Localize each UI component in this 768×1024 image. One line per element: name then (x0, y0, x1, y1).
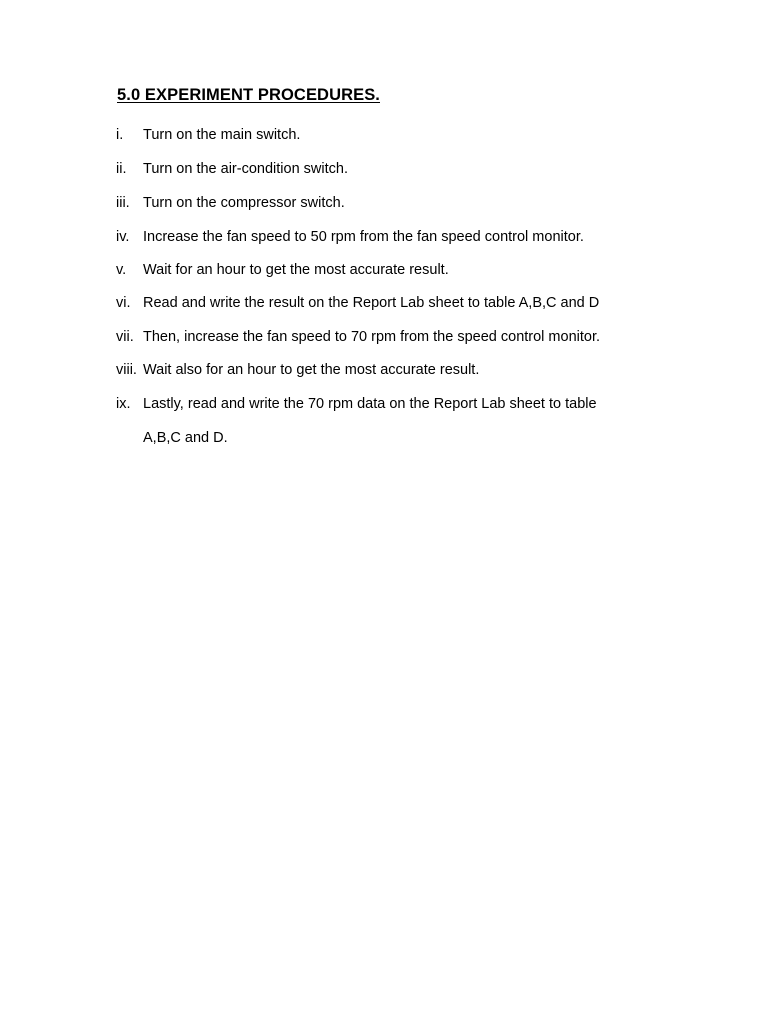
step-number: ii. (116, 161, 127, 177)
step-number: ix. (116, 396, 131, 412)
section-heading: 5.0 EXPERIMENT PROCEDURES. (117, 86, 380, 104)
step-number: vii. (116, 329, 134, 345)
step-text: Turn on the compressor switch. (143, 195, 345, 211)
step-text: Increase the fan speed to 50 rpm from the fan speed control monitor. (143, 229, 584, 245)
step-text: Turn on the main switch. (143, 127, 301, 143)
step-text: Wait also for an hour to get the most accurate result. (143, 362, 480, 378)
step-number: v. (116, 262, 127, 278)
step-number: vi. (116, 295, 131, 311)
step-text: Then, increase the fan speed to 70 rpm from the speed control monitor. (143, 329, 601, 345)
step-text: Turn on the air-condition switch. (143, 161, 348, 177)
step-number: i. (116, 127, 124, 143)
step-text: Lastly, read and write the 70 rpm data on the Report Lab sheet to table (143, 396, 597, 412)
step-number: viii. (116, 362, 137, 378)
step-text: Wait for an hour to get the most accurate result. (143, 262, 449, 278)
step-text-continuation: A,B,C and D. (143, 430, 228, 446)
step-text: Read and write the result on the Report Lab sheet to table A,B,C and D (143, 295, 600, 311)
step-number: iii. (116, 195, 130, 211)
step-number: iv. (116, 229, 130, 245)
